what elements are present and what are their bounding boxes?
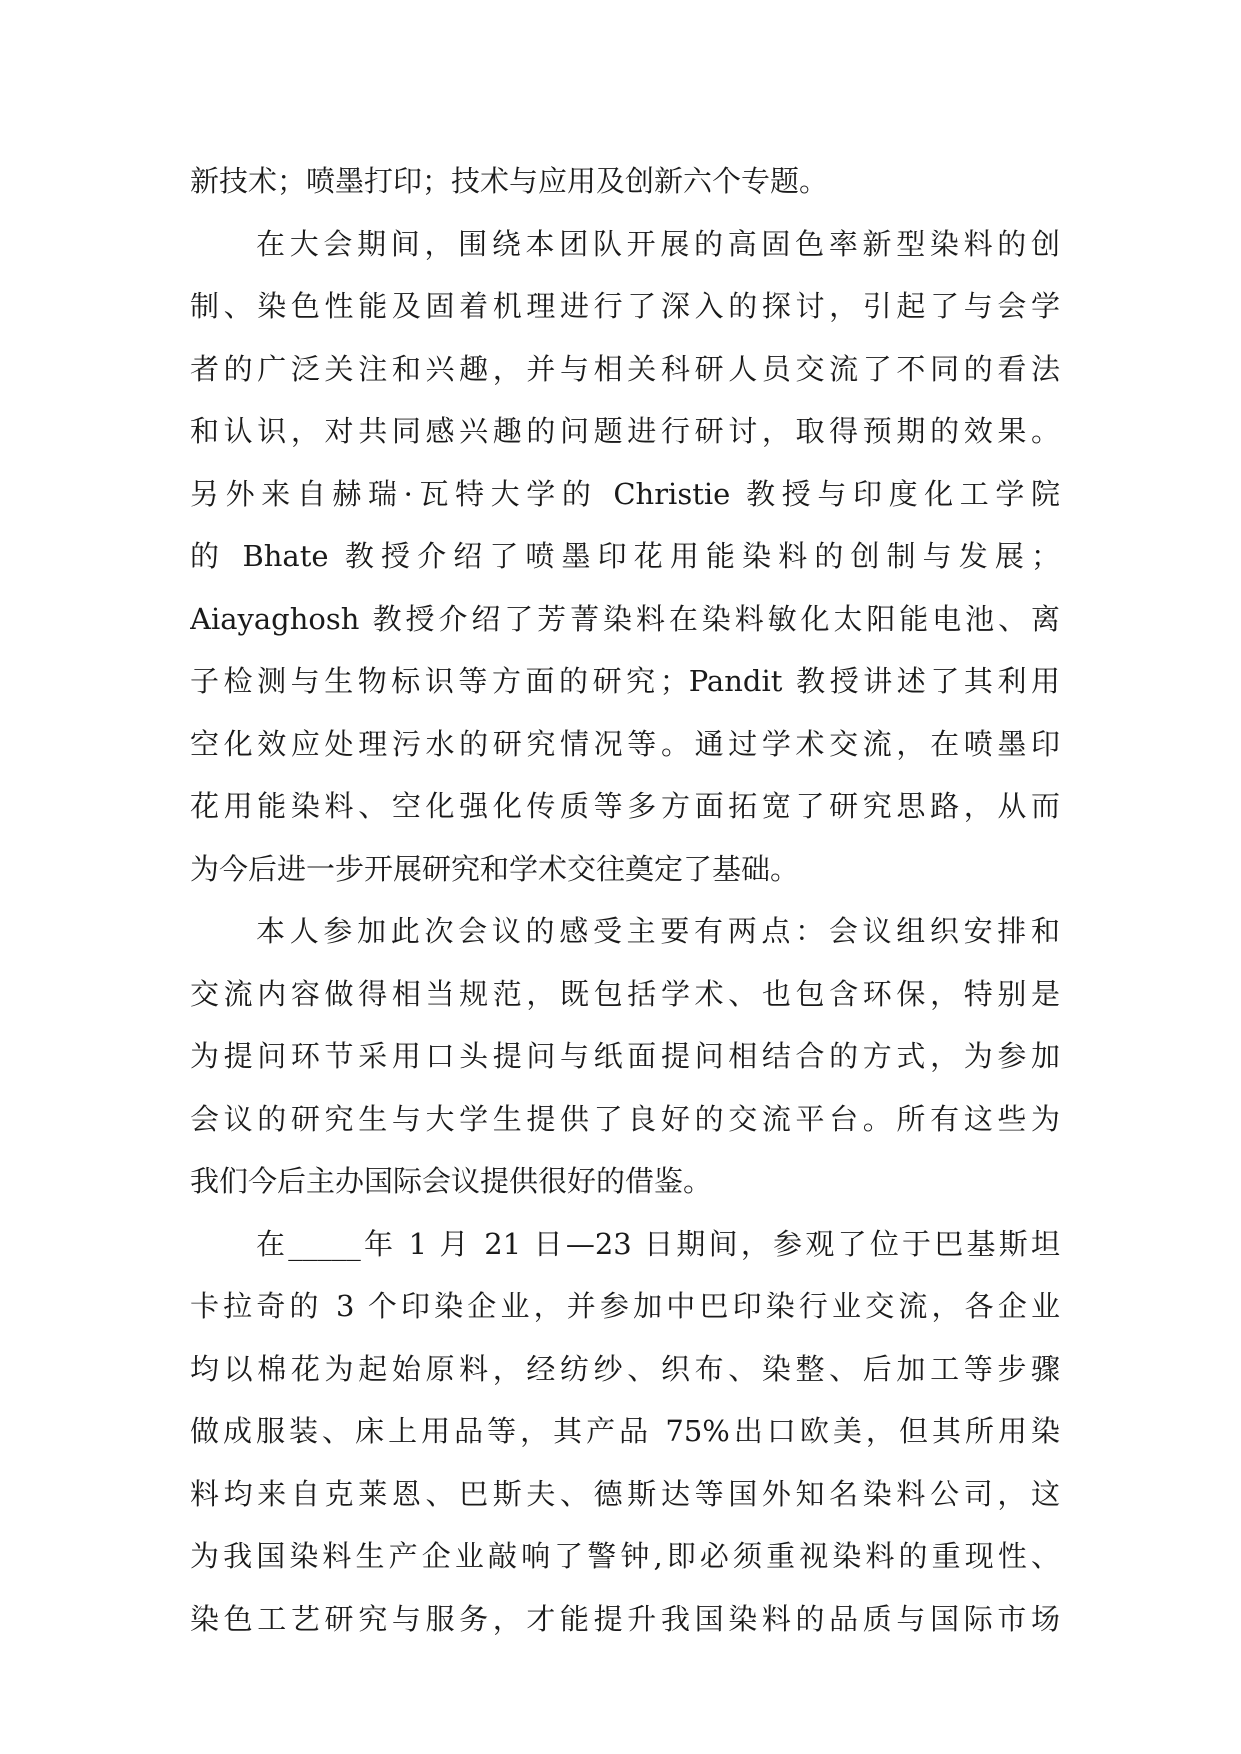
text-line: 制、染色性能及固着机理进行了深入的探讨，引起了与会学	[190, 289, 1060, 323]
text-line: 和认识，对共同感兴趣的问题进行研讨，取得预期的效果。	[190, 414, 1060, 448]
text-line: 另外来自赫瑞·瓦特大学的 Christie 教授与印度化工学院	[190, 476, 1060, 511]
text-line: 做成服装、床上用品等，其产品 75%出口欧美，但其所用染	[190, 1414, 1060, 1448]
text-line: 染色工艺研究与服务，才能提升我国染料的品质与国际市场	[190, 1601, 1060, 1636]
text-line: 为我国染料生产企业敲响了警钟,即必须重视染料的重现性、	[190, 1539, 1060, 1573]
text-line: 我们今后主办国际会议提供很好的借鉴。	[190, 1164, 713, 1198]
text-line: 子检测与生物标识等方面的研究；Pandit 教授讲述了其利用	[190, 664, 1060, 698]
text-line: Aiayaghosh 教授介绍了芳菁染料在染料敏化太阳能电池、离	[190, 601, 1060, 636]
text-line: 料均来自克莱恩、巴斯夫、德斯达等国外知名染料公司，这	[190, 1476, 1060, 1511]
document-body	[190, 150, 1060, 1650]
text-line: 卡拉奇的 3 个印染企业，并参加中巴印染行业交流，各企业	[190, 1289, 1060, 1323]
text-line: 空化效应处理污水的研究情况等。通过学术交流，在喷墨印	[190, 726, 1060, 761]
text-line: 的 Bhate 教授介绍了喷墨印花用能染料的创制与发展；	[190, 539, 1060, 573]
text-line: 者的广泛关注和兴趣，并与相关科研人员交流了不同的看法	[190, 351, 1060, 386]
text-line: 均以棉花为起始原料，经纺纱、织布、染整、后加工等步骤	[190, 1351, 1060, 1386]
paragraph-first-line: 在_____年 1 月 21 日—23 日期间，参观了位于巴基斯坦	[256, 1226, 1060, 1261]
text-line: 为今后进一步开展研究和学术交往奠定了基础。	[190, 851, 800, 886]
paragraph-first-line: 在大会期间，围绕本团队开展的高固色率新型染料的创	[256, 226, 1060, 261]
text-line: 新技术；喷墨打印；技术与应用及创新六个专题。	[190, 164, 829, 198]
text-line: 花用能染料、空化强化传质等多方面拓宽了研究思路，从而	[190, 789, 1060, 823]
paragraph-first-line: 本人参加此次会议的感受主要有两点：会议组织安排和	[256, 914, 1060, 948]
text-line: 为提问环节采用口头提问与纸面提问相结合的方式，为参加	[190, 1039, 1060, 1073]
text-line: 交流内容做得相当规范，既包括学术、也包含环保，特别是	[190, 976, 1060, 1011]
text-line: 会议的研究生与大学生提供了良好的交流平台。所有这些为	[190, 1101, 1060, 1136]
